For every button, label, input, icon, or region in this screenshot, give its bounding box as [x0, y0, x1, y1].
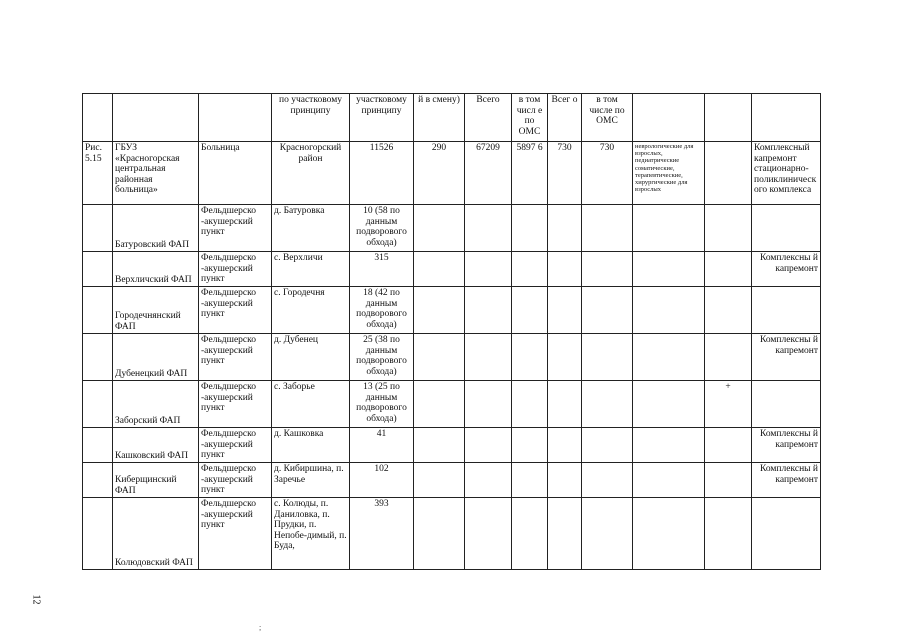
location-cell: д. Кибиршина, п. Заречье [272, 463, 350, 498]
page-number: 12 [30, 594, 42, 605]
marker-cell [705, 463, 752, 498]
table-row-hospital [83, 142, 821, 205]
header-row [83, 94, 821, 142]
profiles-cell [633, 142, 705, 205]
oms-cell: 5897 6 [512, 142, 548, 205]
population-cell: 18 (42 по данным подворового обхода) [350, 287, 414, 334]
facility-name-cell: ГБУЗ «Красногорская центральная районная больница» [113, 142, 199, 205]
facility-type-cell: Фельдшерско -акушерский пункт [199, 428, 272, 463]
facility-type-cell: Фельдшерско -акушерский пункт [199, 287, 272, 334]
header-cell [113, 94, 199, 142]
table-row [83, 428, 821, 463]
header-cell [705, 94, 752, 142]
header-cell: Всег о [548, 94, 582, 142]
population-cell: 13 (25 по данным подворового обхода) [350, 381, 414, 428]
per-shift-cell: 290 [414, 142, 465, 205]
population-cell: 102 [350, 463, 414, 498]
note-cell: Комплексны й капремонт [752, 334, 821, 381]
population-cell: 41 [350, 428, 414, 463]
header-cell [633, 94, 705, 142]
facility-type-cell: Фельдшерско -акушерский пункт [199, 334, 272, 381]
facility-type-cell: Фельдшерско -акушерский пункт [199, 463, 272, 498]
footer-mark: ; [259, 623, 262, 632]
facility-name-cell: Киберщинский ФАП [113, 463, 199, 498]
facility-name-cell: Батуровский ФАП [113, 205, 199, 252]
table-row [83, 287, 821, 334]
note-cell [752, 142, 821, 205]
facility-type-cell: Фельдшерско -акушерский пункт [199, 252, 272, 287]
marker-cell [705, 252, 752, 287]
table-row [83, 381, 821, 428]
profiles-text: неврологические для взрослых, педиатрические соматические, терапевтические, хирургические для взрослых [635, 143, 694, 194]
facility-type-cell: Фельдшерско -акушерский пункт [199, 205, 272, 252]
header-cell: участковому принципу [350, 94, 414, 142]
location-cell: с. Городечня [272, 287, 350, 334]
facility-type-cell: Больница [199, 142, 272, 205]
note-cell: Комплексны й капремонт [752, 428, 821, 463]
header-cell: по участковому принципу [272, 94, 350, 142]
header-cell [752, 94, 821, 142]
total2-cell: 730 [548, 142, 582, 205]
facility-name-cell: Заборский ФАП [113, 381, 199, 428]
table-row [83, 498, 821, 570]
marker-cell [705, 428, 752, 463]
note-cell [752, 498, 821, 570]
header-cell: й в смену) [414, 94, 465, 142]
table-row [83, 334, 821, 381]
table-row [83, 463, 821, 498]
marker-cell [705, 142, 752, 205]
facility-name-cell: Верхличский ФАП [113, 252, 199, 287]
marker-cell [705, 334, 752, 381]
population-cell: 11526 [350, 142, 414, 205]
location-cell: д. Дубенец [272, 334, 350, 381]
location-cell: с. Колюды, п. Даниловка, п. Прудки, п. Непобе-димый, п. Буда, [272, 498, 350, 570]
facility-name-cell: Кашковский ФАП [113, 428, 199, 463]
population-cell: 315 [350, 252, 414, 287]
location-cell: Красногорский район [272, 142, 350, 205]
note-cell [752, 205, 821, 252]
note-text: Комплексный капремонт стационарно-поликлинического комплекса [754, 143, 817, 195]
location-cell: д. Батуровка [272, 205, 350, 252]
note-cell: Комплексны й капремонт [752, 463, 821, 498]
figure-ref-cell: Рис. 5.15 [83, 142, 113, 205]
facility-name-cell: Дубенецкий ФАП [113, 334, 199, 381]
note-cell: Комплексны й капремонт [752, 252, 821, 287]
facility-type-cell: Фельдшерско -акушерский пункт [199, 381, 272, 428]
facility-type-cell: Фельдшерско -акушерский пункт [199, 498, 272, 570]
note-cell [752, 381, 821, 428]
note-cell [752, 287, 821, 334]
location-cell: с. Верхличи [272, 252, 350, 287]
facility-name-cell: Колюдовский ФАП [113, 498, 199, 570]
facilities-table [82, 93, 821, 570]
oms2-cell: 730 [582, 142, 633, 205]
header-cell: в том числе по ОМС [582, 94, 633, 142]
location-cell: д. Кашковка [272, 428, 350, 463]
marker-cell [705, 287, 752, 334]
population-cell: 10 (58 по данным подворового обхода) [350, 205, 414, 252]
population-cell: 25 (38 по данным подворового обхода) [350, 334, 414, 381]
marker-cell: + [705, 381, 752, 428]
location-cell: с. Заборье [272, 381, 350, 428]
header-cell [199, 94, 272, 142]
header-cell: Всего [465, 94, 512, 142]
total-cell: 67209 [465, 142, 512, 205]
marker-cell [705, 205, 752, 252]
table-row [83, 252, 821, 287]
marker-cell [705, 498, 752, 570]
header-cell [83, 94, 113, 142]
population-cell: 393 [350, 498, 414, 570]
header-cell: в том числ е по ОМС [512, 94, 548, 142]
facility-name-cell: Городечнянский ФАП [113, 287, 199, 334]
table-row [83, 205, 821, 252]
